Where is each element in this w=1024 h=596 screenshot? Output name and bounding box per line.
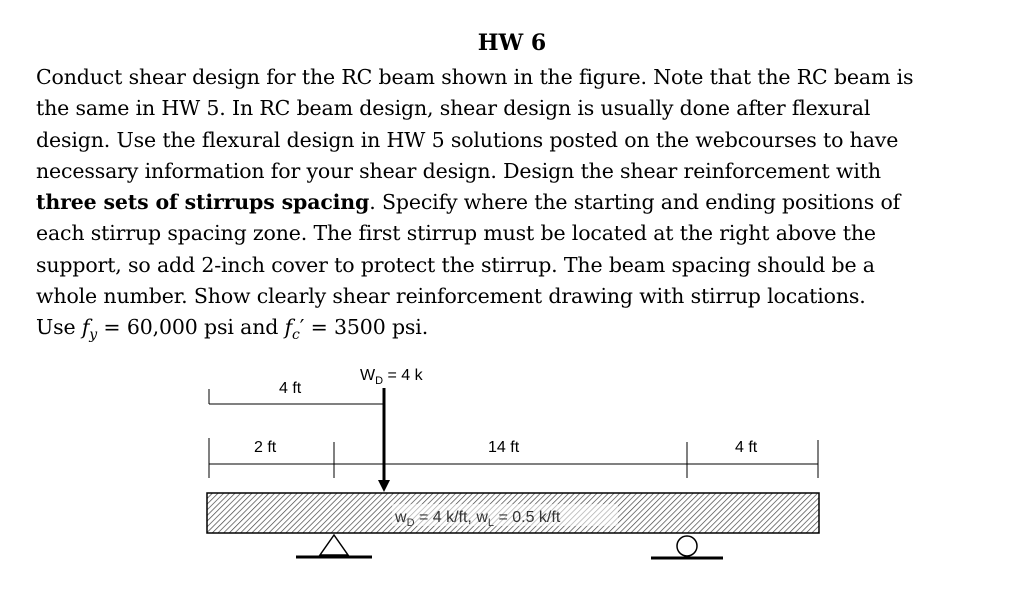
problem-line-8: whole number. Show clearly shear reinforcement drawing with stirrup locations. — [36, 284, 866, 309]
fy-subscript: y — [89, 327, 98, 344]
dimension-lower — [209, 438, 818, 478]
point-load-label: $W_D = 4$ k — [360, 367, 423, 387]
stirrup-spacing-emphasis: three sets of stirrups spacing — [36, 190, 370, 215]
beam-figure — [0, 360, 1024, 596]
dim-label-right-4ft: 4 ft — [735, 439, 758, 456]
problem-line-3: design. Use the flexural design in HW 5 solutions posted on the webcourses to have — [36, 127, 899, 152]
dim-label-2ft: 2 ft — [254, 439, 277, 456]
pin-support — [296, 535, 372, 557]
fc-symbol: f — [284, 315, 293, 340]
dim-label-14ft: 14 ft — [488, 439, 520, 456]
problem-line-7: support, so add 2-inch cover to protect the stirrup. The beam spacing should be a — [36, 252, 875, 277]
problem-line-4: necessary information for your shear design. Design the shear reinforcement with — [36, 158, 881, 183]
fc-prime: ′ — [299, 315, 305, 340]
fc-subscript: c — [292, 327, 300, 344]
roller-support — [651, 536, 723, 558]
fy-value: = 60,000 psi and — [97, 315, 285, 340]
distributed-load-label: $w_D = 4$ k/ft, $w_L = 0.5$ k/ft — [395, 509, 561, 529]
fy-symbol: f — [81, 315, 90, 340]
problem-line-9 — [36, 312, 996, 351]
problem-statement — [36, 62, 996, 352]
dimension-top-4ft — [209, 380, 384, 404]
point-load-arrow — [360, 367, 424, 492]
problem-line-5 — [36, 187, 996, 218]
page-title: HW 6 — [477, 30, 547, 56]
problem-line-2: the same in HW 5. In RC beam design, shear design is usually done after flexural — [36, 96, 871, 121]
problem-line-5-rest: . Specify where the starting and ending positions of — [369, 190, 901, 215]
rc-beam — [207, 493, 819, 533]
dim-label-top-4ft: 4 ft — [279, 380, 302, 397]
fc-value: = 3500 psi. — [304, 315, 429, 340]
use-prefix: Use — [36, 315, 82, 340]
problem-line-6: each stirrup spacing zone. The first stirrup must be located at the right above the — [36, 221, 876, 246]
problem-line-1: Conduct shear design for the RC beam shown in the figure. Note that the RC beam is — [36, 65, 914, 89]
